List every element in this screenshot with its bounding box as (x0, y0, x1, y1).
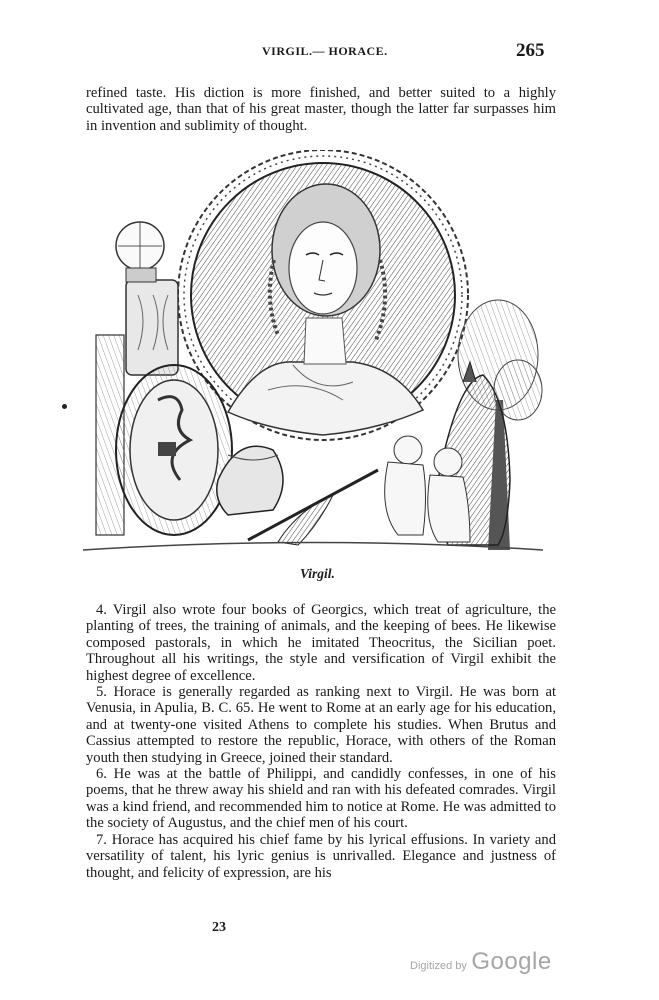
figure-caption: Virgil. (300, 566, 335, 581)
signature-mark: 23 (212, 920, 226, 935)
margin-dot (62, 404, 67, 409)
body-text (86, 602, 556, 881)
digitized-watermark (410, 948, 552, 976)
paragraph-5: 5. Horace is generally regarded as ranking next to Virgil. He was born at Venusia, in Apulia, B. C. 65. He went to Rome at an early age for his education, and at twenty-one visited Athens to complete his studies. When Brutus and Cassius attempted to restore the republic, Horace, with others of the Roman youth then studying in Greece, joined their standard. (86, 684, 556, 766)
paragraph-6: 6. He was at the battle of Philippi, and candidly confesses, in one of his poems, that he threw away his shield and ran with his defeated comrades. Virgil was a kind friend, and recommended him to notice at Rome. He was admitted to the society of Augustus, and the chief men of his court. (86, 766, 556, 832)
paragraph-4: 4. Virgil also wrote four books of Georgics, which treat of agriculture, the planting of trees, the training of animals, and the keeping of bees. He likewise composed pastorals, in which he imitated Theocritus, the Sicilian poet. Throughout all his writings, the style and versification of Virgil exhibit the highest degree of excellence. (86, 602, 556, 684)
virgil-portrait-engraving (78, 150, 548, 560)
page-number: 265 (516, 40, 545, 61)
running-head: VIRGIL.— HORACE. (262, 44, 388, 58)
opening-paragraph (86, 85, 556, 134)
paragraph-7: 7. Horace has acquired his chief fame by his lyrical effusions. In variety and versatility of talent, his lyric genius is unrivalled. Elegance and justness of thought, and felicity of expression, are his (86, 831, 556, 881)
virgil-portrait-illustration (78, 150, 548, 560)
google-logo: Google (471, 948, 552, 975)
paragraph: refined taste. His diction is more finished, and better suited to a highly cultivated age, than that of his great master, though the latter far surpasses him in invention and sublimity of thought. (86, 85, 556, 134)
watermark-prefix: Digitized by (410, 960, 467, 972)
